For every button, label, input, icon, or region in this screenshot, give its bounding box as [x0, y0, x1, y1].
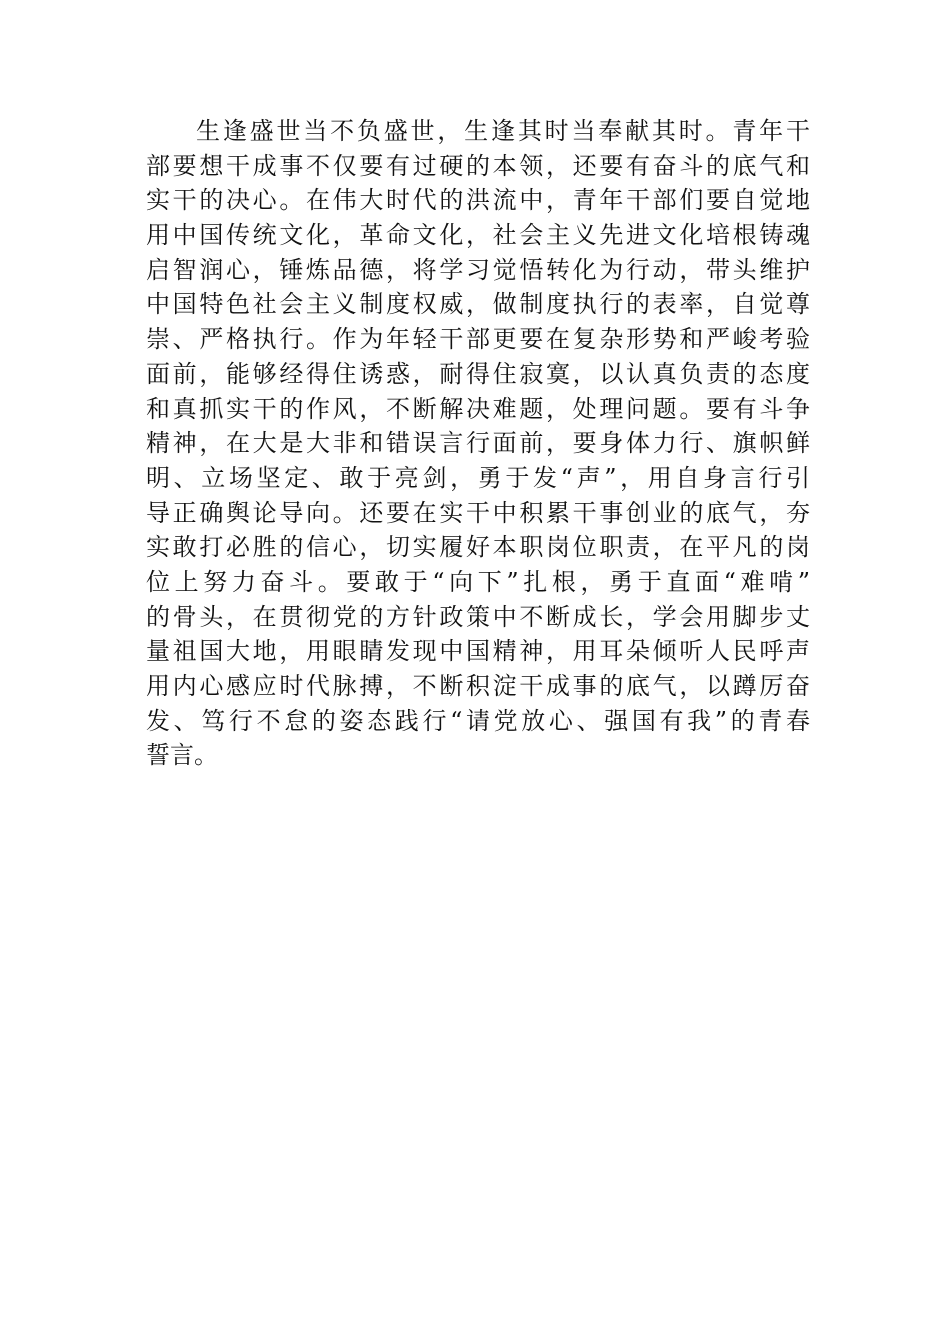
paragraph-line: 明、立场坚定、敢于亮剑，勇于发“声”，用自身言行引: [146, 463, 810, 492]
paragraph-line: 用内心感应时代脉搏，不断积淀干成事的底气，以蹲厉奋: [146, 672, 810, 700]
paragraph-line: 的骨头，在贯彻党的方针政策中不断成长，学会用脚步丈: [146, 602, 810, 631]
paragraph-line: 用中国传统文化，革命文化，社会主义先进文化培根铸魂: [146, 221, 810, 250]
paragraph-line: 面前，能够经得住诱惑，耐得住寂寞，以认真负责的态度: [146, 359, 810, 388]
paragraph-line: 位上努力奋斗。要敢于“向下”扎根，勇于直面“难啃”: [146, 567, 810, 596]
paragraph-line: 中国特色社会主义制度权威，做制度执行的表率，自觉尊: [146, 290, 810, 319]
paragraph-line: 启智润心，锤炼品德，将学习觉悟转化为行动，带头维护: [146, 255, 810, 284]
paragraph-line: 誓言。: [146, 741, 218, 770]
paragraph-line: 生逢盛世当不负盛世，生逢其时当奉献其时。青年干: [196, 117, 810, 145]
paragraph-line: 精神，在大是大非和错误言行面前，要身体力行、旗帜鲜: [146, 429, 810, 458]
paragraph-line: 崇、严格执行。作为年轻干部更要在复杂形势和严峻考验: [146, 325, 810, 354]
paragraph-line: 和真抓实干的作风，不断解决难题，处理问题。要有斗争: [146, 394, 810, 423]
paragraph-line: 实敢打必胜的信心，切实履好本职岗位职责，在平凡的岗: [146, 533, 810, 562]
paragraph-line: 量祖国大地，用眼睛发现中国精神，用耳朵倾听人民呼声: [146, 637, 810, 666]
paragraph-line: 发、笃行不怠的姿态践行“请党放心、强国有我”的青春: [146, 706, 810, 735]
body-paragraph: [146, 114, 810, 773]
paragraph-line: 导正确舆论导向。还要在实干中积累干事创业的底气，夯: [146, 498, 810, 527]
paragraph-line: 部要想干成事不仅要有过硬的本领，还要有奋斗的底气和: [146, 151, 810, 180]
paragraph-line: 实干的决心。在伟大时代的洪流中，青年干部们要自觉地: [146, 186, 810, 215]
